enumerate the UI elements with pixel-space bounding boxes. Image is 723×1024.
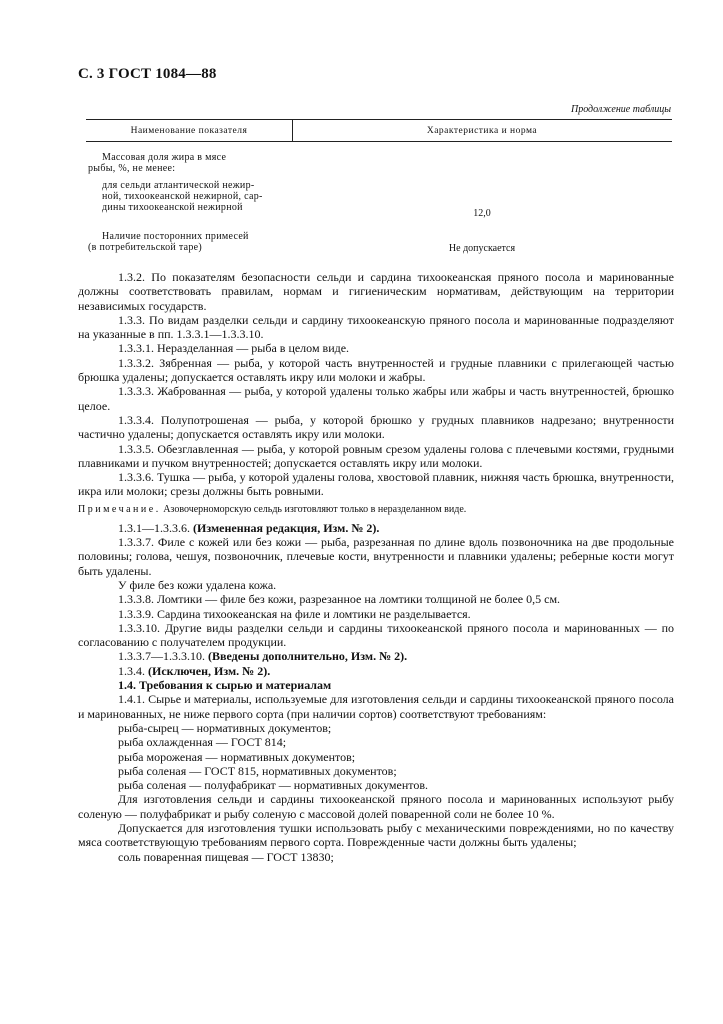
amendment-text: (Введены дополнительно, Изм. № 2). (208, 649, 408, 664)
list-item: рыба соленая — полуфабрикат — нормативных документов. (118, 778, 429, 793)
amendment-text: (Измененная редакция, Изм. № 2). (193, 520, 380, 535)
table-cell-line: (в потребительской таре) (88, 242, 203, 253)
table-row-impurities-label (88, 231, 249, 253)
amendment-number: 1.3.1—1.3.3.6. (118, 520, 190, 535)
paragraph: 1.3.3.3. Жаброванная — рыба, у которой удалены только жабры или жабры и часть внутренностей, брюшко целое. (78, 384, 674, 413)
paragraph: Для изготовления сельди и сардины тихоокеанской пряного посола и маринованных используют рыбу соленую — полуфабрикат и рыбу соленую с массовой долей поваренной соли не более 10 %. (78, 792, 674, 821)
table-row-herring-value: 12,0 (473, 208, 491, 219)
note (78, 503, 674, 517)
table-row-herring-label (102, 180, 263, 213)
paragraph: 1.3.3.2. Зябренная — рыба, у которой часть внутренностей и грудные плавники с прилегающей частью брюшка удалены; допускается оставлять икру или молоки и жабры. (78, 355, 674, 385)
amendment-number: 1.3.3.7—1.3.3.10. (118, 649, 205, 664)
amendment-line (78, 664, 674, 678)
paragraph: 1.3.3.8. Ломтики — филе без кожи, разрезанное на ломтики толщиной не более 0,5 см. (118, 592, 561, 607)
table-row-impurities-value: Не допускается (448, 243, 516, 254)
table-header-norm: Характеристика и норма (426, 126, 538, 136)
table-cell-line: Наличие посторонних примесей (102, 231, 249, 242)
table-continuation-label: Продолжение таблицы (570, 104, 671, 115)
paragraph: 1.3.3.9. Сардина тихоокеанская на филе и ломтики не разделывается. (118, 606, 471, 621)
list-item: рыба соленая — ГОСТ 815, нормативных документов; (118, 763, 397, 778)
paragraph: Допускается для изготовления тушки использовать рыбу с механическими повреждениями, но по качеству мяса соответствующую требованиям первого сорта. Поврежденные части должны быть удалены; (78, 820, 674, 850)
list-item: рыба мороженая — нормативных документов; (118, 749, 356, 764)
paragraph: 1.3.3.10. Другие виды разделки сельди и сардины тихоокеанской пряного посола и маринованных — по согласованию с получателем продукции. (78, 620, 674, 650)
paragraph: 1.3.3. По видам разделки сельди и сардину тихоокеанскую пряного посола и маринованные подразделяют на указанные в пп. 1.3.3.1—1.3.3.10. (78, 312, 674, 342)
note-label: Примечание. (78, 503, 161, 515)
paragraph: 1.3.3.7. Филе с кожей или без кожи — рыба, разрезанная по длине вдоль позвоночника на две продольные половины; голова, чешуя, позвоночник, плечевые кости, внутренности и плавники удалены; реберные кости могут быть удалены. (78, 535, 674, 578)
paragraph: 1.3.3.5. Обезглавленная — рыба, у которой ровным срезом удалены голова с плечевыми костями, грудными плавниками и пучком внутренностей; допускается оставлять икру или молоки. (78, 441, 674, 470)
amendment-text: (Исключен, Изм. № 2). (148, 663, 271, 678)
table-top-rule (86, 119, 672, 120)
page-header: С. 3 ГОСТ 1084—88 (78, 66, 217, 82)
section-heading-text: 1.4. Требования к сырью и материалам (118, 678, 332, 693)
materials-list (78, 721, 674, 792)
amendment-line (78, 649, 674, 663)
table-cell-line: дины тихоокеанской нежирной (102, 202, 243, 213)
paragraph: 1.3.3.4. Полупотрошеная — рыба, у которой брюшко у грудных плавников надрезано; внутренности частично удалены; допускается оставлять икру или молоки. (78, 412, 674, 442)
table-cell-line: для сельди атлантической нежир- (102, 180, 255, 191)
note-text: Азовочерноморскую сельдь изготовляют только в неразделанном виде. (163, 503, 467, 515)
amendment-number: 1.3.4. (118, 663, 145, 678)
table-header-rule (86, 141, 672, 142)
paragraph: У филе без кожи удалена кожа. (118, 577, 277, 592)
paragraph: соль поваренная пищевая — ГОСТ 13830; (118, 849, 334, 864)
document-body (78, 270, 674, 864)
table-cell-line: Массовая доля жира в мясе (102, 152, 227, 163)
paragraph: 1.3.3.6. Тушка — рыба, у которой удалены голова, хвостовой плавник, нижняя часть брюшка, внутренности, икра или молоки; срезы должны быть ровными. (78, 470, 674, 499)
table-row-fat-label (88, 152, 227, 174)
section-heading (78, 678, 674, 692)
paragraph: 1.3.2. По показателям безопасности сельди и сардина тихоокеанская пряного посола и маринованные должны соответствовать правилам, нормам и гигиеническим нормативам, действующим на территории независимых государств. (78, 270, 674, 313)
table-cell-line: ной, тихоокеанской нежирной, сар- (102, 191, 263, 202)
table-cell-line: рыбы, %, не менее: (88, 163, 176, 174)
amendment-line (78, 521, 674, 535)
indicators-table (86, 119, 672, 259)
list-item: рыба охлажденная — ГОСТ 814; (118, 735, 287, 750)
list-item: рыба-сырец — нормативных документов; (118, 720, 332, 735)
paragraph: 1.3.3.1. Неразделанная — рыба в целом виде. (118, 341, 350, 356)
paragraph: 1.4.1. Сырье и материалы, используемые для изготовления сельди и сардины тихоокеанской пряного посола и маринованных, не ниже первого сорта (при наличии сортов) соответствуют требованиям: (78, 692, 674, 721)
table-header-indicator: Наименование показателя (130, 126, 248, 136)
